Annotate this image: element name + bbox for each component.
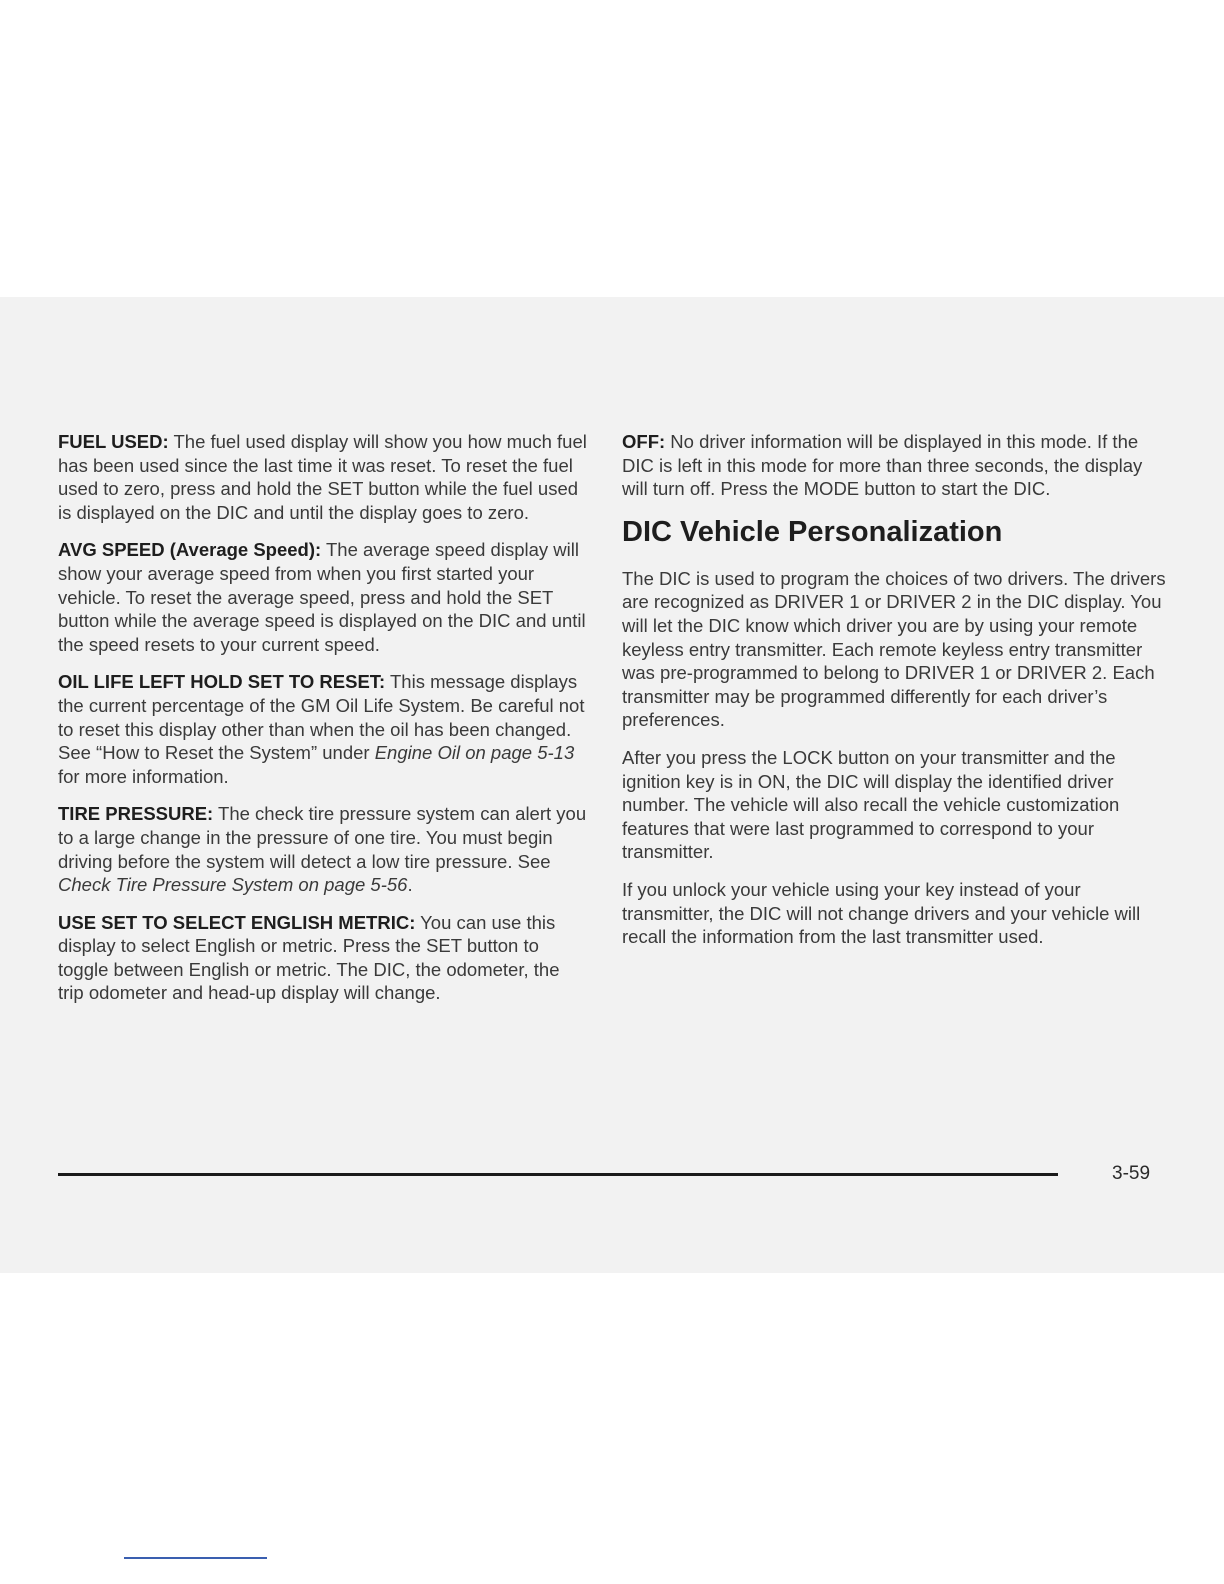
off-paragraph bbox=[622, 430, 1167, 501]
page-number: 3-59 bbox=[1112, 1163, 1151, 1184]
avg-speed-text: The average speed display will show your average speed from when you first started your vehicle. To reset the average speed, press and hold the SET button while the average speed is displayed on the DIC and until the speed resets to your current speed. bbox=[58, 539, 586, 655]
use-set-text: You can use this display to select English or metric. Press the SET button to toggle between English or metric. The DIC, the odometer, the trip odometer and head-up display will change. bbox=[58, 911, 560, 1004]
off-term: OFF: bbox=[622, 431, 666, 452]
oil-life-reference: Engine Oil on page 5-13 bbox=[374, 742, 575, 764]
oil-life-paragraph bbox=[58, 670, 588, 788]
personalization-paragraph-3: If you unlock your vehicle using your key instead of your transmitter, the DIC will not change drivers and your vehicle will recall the information from the last transmitter used. bbox=[622, 878, 1141, 948]
personalization-paragraph-1: The DIC is used to program the choices of two drivers. The drivers are recognized as DRIVER 1 or DRIVER 2 in the DIC display. You will let the DIC know which driver you are by using your remote keyless entry transmitter. Each remote keyless entry transmitter was pre-programmed to belong to DRIVER 1 or DRIVER 2. Each transmitter may be programmed differently for each driver’s preferences. bbox=[622, 567, 1166, 731]
personalization-paragraph-2: After you press the LOCK button on your transmitter and the ignition key is in ON, the DIC will display the identified driver number. The vehicle will also recall the vehicle customization features that were last programmed to correspond to your transmitter. bbox=[622, 746, 1120, 863]
bottom-divider bbox=[124, 1557, 267, 1559]
tire-pressure-paragraph bbox=[58, 802, 588, 896]
section-title: DIC Vehicle Personalization bbox=[622, 515, 1003, 548]
use-set-term: USE SET TO SELECT ENGLISH METRIC: bbox=[58, 911, 416, 933]
fuel-used-text: The fuel used display will show you how much fuel has been used since the last time it was reset. To reset the fuel used to zero, press and hold the SET button while the fuel used is displayed on the DIC and until the display goes to zero. bbox=[58, 431, 587, 523]
use-set-paragraph bbox=[58, 911, 588, 1005]
right-column bbox=[622, 430, 1167, 963]
footer-rule bbox=[58, 1173, 1058, 1176]
off-text: No driver information will be displayed in this mode. If the DIC is left in this mode for more than three seconds, the display will turn off. Press the MODE button to start the DIC. bbox=[622, 431, 1143, 500]
tire-pressure-term: TIRE PRESSURE: bbox=[58, 803, 214, 825]
left-column bbox=[58, 430, 588, 1019]
oil-life-text-before: This message displays the current percentage of the GM Oil Life System. Be careful not to reset this display other than when the oil has been changed. See “How to Reset the System” under bbox=[58, 671, 585, 764]
avg-speed-term: AVG SPEED (Average Speed): bbox=[58, 539, 322, 561]
fuel-used-term: FUEL USED: bbox=[58, 431, 169, 452]
oil-life-text-after: for more information. bbox=[58, 765, 229, 787]
tire-pressure-reference: Check Tire Pressure System on page 5-56 bbox=[58, 874, 408, 896]
avg-speed-paragraph bbox=[58, 538, 588, 656]
tire-pressure-text-before: The check tire pressure system can alert you to a large change in the pressure of one tire. You must begin driving before the system will detect a low tire pressure. See bbox=[58, 803, 587, 872]
tire-pressure-text-after: . bbox=[407, 874, 413, 896]
oil-life-term: OIL LIFE LEFT HOLD SET TO RESET: bbox=[58, 671, 386, 693]
fuel-used-paragraph bbox=[58, 430, 588, 524]
